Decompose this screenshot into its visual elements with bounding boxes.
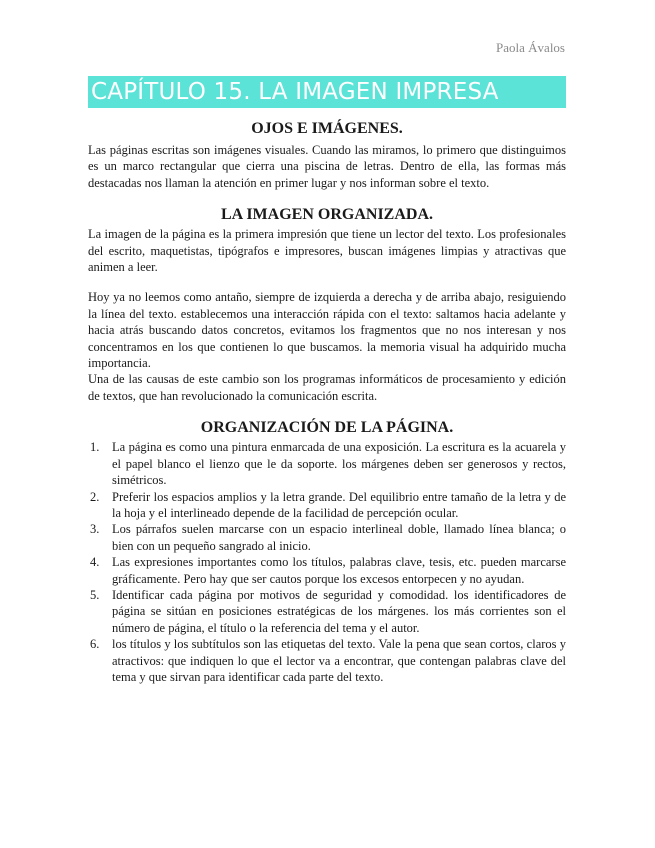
paragraph: La imagen de la página es la primera impresión que tiene un lector del texto. Los profesionales del escrito, maquetistas, tipógrafos e impresores, buscan imágenes limpias y atractivas que animen a leer. bbox=[88, 227, 566, 275]
paragraph: Las páginas escritas son imágenes visuales. Cuando las miramos, lo primero que distinguimos es un marco rectangular que cierra una piscina de letras. Dentro de ella, las formas más destacadas nos llaman la atención en primer lugar y nos informan sobre el texto. bbox=[88, 143, 566, 190]
list-number: 1. bbox=[90, 440, 100, 455]
numbered-list bbox=[88, 439, 566, 685]
list-number: 3. bbox=[90, 522, 100, 537]
list-item bbox=[88, 521, 566, 554]
list-item bbox=[88, 489, 566, 522]
section-heading-organizacion: ORGANIZACIÓN DE LA PÁGINA. bbox=[200, 419, 454, 437]
list-item-text: Identificar cada página por motivos de seguridad y comodidad. los identificadores de página se sitúan en posiciones estratégicas de los márgenes. los más corrientes son el número de página, el título o la referencia del tema y el autor. bbox=[112, 587, 566, 635]
list-number: 5. bbox=[90, 587, 100, 602]
list-item bbox=[88, 636, 566, 685]
list-number: 4. bbox=[90, 555, 100, 570]
page-author: Paola Ávalos bbox=[496, 40, 565, 55]
list-number: 6. bbox=[90, 637, 100, 652]
blank-line bbox=[88, 275, 566, 289]
list-item-text: Las expresiones importantes como los títulos, palabras clave, tesis, etc. pueden marcarse gráficamente. Pero hay que ser cautos porque los excesos entorpecen y no ayudan. bbox=[112, 555, 566, 586]
section-heading-imagen-organizada: LA IMAGEN ORGANIZADA. bbox=[220, 206, 433, 224]
list-item-text: los títulos y los subtítulos son las etiquetas del texto. Vale la pena que sean cortos, claros y atractivos: que indiquen lo que el lector va a encontrar, que contengan palabras clave del tema y que sirvan para identificar cada parte del texto. bbox=[112, 637, 566, 684]
page-content bbox=[88, 118, 566, 685]
list-item-text: Los párrafos suelen marcarse con un espacio interlineal doble, llamado línea blanca; o bien con un pequeño sangrado al inicio. bbox=[112, 522, 566, 553]
list-item-text: Preferir los espacios amplios y la letra grande. Del equilibrio entre tamaño de la letra y de la hoja y el interlineado depende de la facilidad de percepción ocular. bbox=[112, 489, 566, 520]
chapter-title: CAPÍTULO 15. LA IMAGEN IMPRESA bbox=[88, 76, 566, 108]
section-heading-ojos: OJOS E IMÁGENES. bbox=[251, 120, 403, 137]
list-item bbox=[88, 439, 566, 488]
paragraph: Hoy ya no leemos como antaño, siempre de izquierda a derecha y de arriba abajo, resiguiendo la línea del texto. establecemos una interacción rápida con el texto: saltamos hacia adelante y hacia atrás buscando datos concretos, evitamos los fragmentos que no nos interesan y nos concentramos en los que contienen lo que buscamos. la memoria visual ha adquirido mucha importancia. bbox=[88, 290, 566, 371]
list-item bbox=[88, 554, 566, 587]
list-number: 2. bbox=[90, 489, 100, 504]
list-item bbox=[88, 587, 566, 636]
paragraph: Una de las causas de este cambio son los programas informáticos de procesamiento y edición de textos, que han revolucionado la comunicación escrita. bbox=[88, 372, 566, 403]
list-item-text: La página es como una pintura enmarcada de una exposición. La escritura es la acuarela y el papel blanco el lienzo que le da soporte. los márgenes deben ser generosos y rectos, simétricos. bbox=[112, 440, 566, 488]
